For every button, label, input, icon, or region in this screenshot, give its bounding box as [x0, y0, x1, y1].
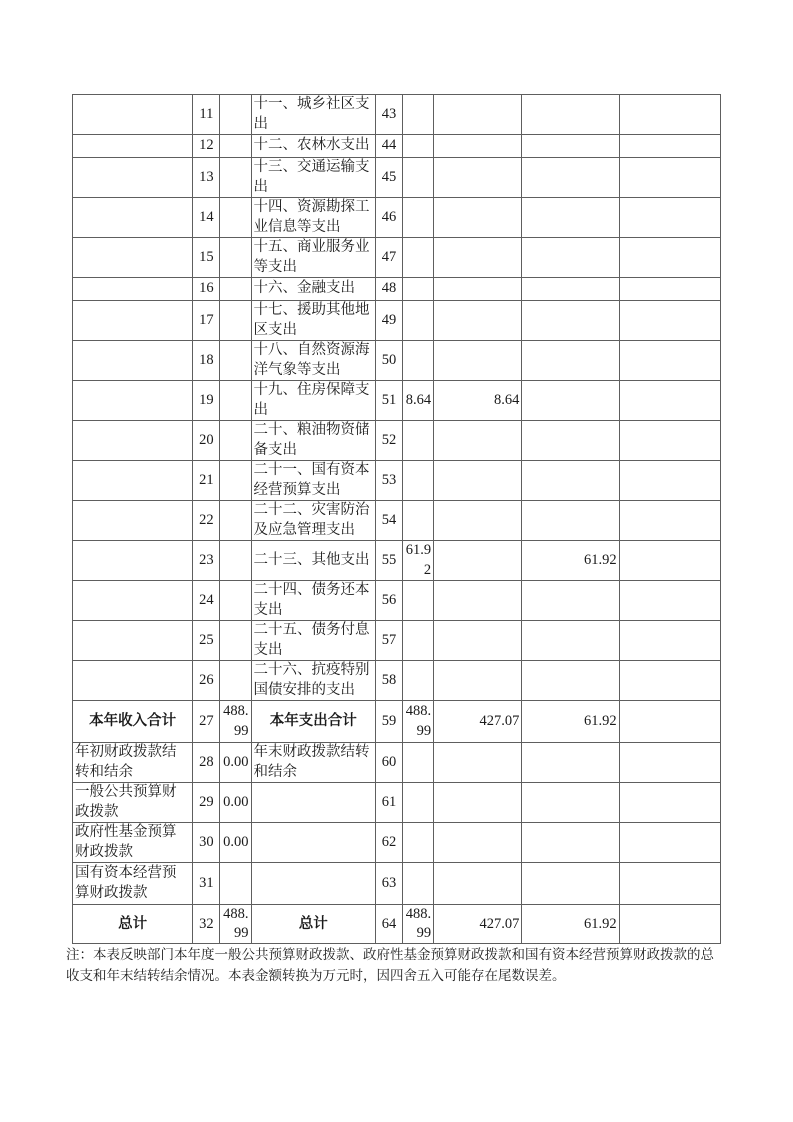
- income-value-cell: [220, 501, 251, 541]
- expense-value-3-cell: [522, 621, 619, 661]
- table-row: [73, 421, 721, 461]
- income-value-cell: [220, 461, 251, 501]
- expense-rownum-cell: 45: [375, 158, 402, 198]
- expense-value-3-cell: [522, 301, 619, 341]
- table-row: [73, 621, 721, 661]
- table-row: [73, 278, 721, 301]
- expense-label-cell: 十四、资源勘探工业信息等支出: [251, 198, 375, 238]
- income-value-cell: [220, 341, 251, 381]
- expense-value-2-cell: [434, 95, 522, 135]
- income-rownum-cell: 24: [193, 581, 220, 621]
- income-label-cell: [73, 278, 193, 301]
- expense-rownum-cell: 53: [375, 461, 402, 501]
- expense-value-3-cell: [522, 823, 619, 863]
- income-value-cell: [220, 198, 251, 238]
- expense-value-1-cell: [402, 135, 433, 158]
- spare-cell: [619, 501, 720, 541]
- income-label-cell: [73, 621, 193, 661]
- income-label-cell: [73, 661, 193, 701]
- income-rownum-cell: 11: [193, 95, 220, 135]
- spare-cell: [619, 743, 720, 783]
- expense-value-3-cell: [522, 158, 619, 198]
- income-rownum-cell: 32: [193, 905, 220, 944]
- table-row: [73, 581, 721, 621]
- income-value-cell: [220, 421, 251, 461]
- table-footnote: 注：本表反映部门本年度一般公共预算财政拨款、政府性基金预算财政拨款和国有资本经营预算财政拨款的总收支和年末结转结余情况。本表金额转换为万元时，因四舍五入可能存在尾数误差。: [66, 947, 714, 983]
- table-row: [73, 301, 721, 341]
- spare-cell: [619, 701, 720, 743]
- expense-value-1-cell: 61.92: [402, 541, 433, 581]
- expense-value-3-cell: 61.92: [522, 905, 619, 944]
- table-row: [73, 135, 721, 158]
- income-label-cell: [73, 198, 193, 238]
- expense-value-1-cell: [402, 501, 433, 541]
- income-value-cell: 0.00: [220, 823, 251, 863]
- expense-value-3-cell: [522, 341, 619, 381]
- income-label-cell: [73, 501, 193, 541]
- expense-label-cell: 二十二、灾害防治及应急管理支出: [251, 501, 375, 541]
- expense-label-cell: 二十四、债务还本支出: [251, 581, 375, 621]
- expense-value-3-cell: [522, 278, 619, 301]
- income-rownum-cell: 22: [193, 501, 220, 541]
- expense-label-cell: 十六、金融支出: [251, 278, 375, 301]
- income-rownum-cell: 27: [193, 701, 220, 743]
- expense-label-cell: 二十五、债务付息支出: [251, 621, 375, 661]
- income-label-cell: [73, 421, 193, 461]
- spare-cell: [619, 541, 720, 581]
- table-row: [73, 95, 721, 135]
- table-row: [73, 783, 721, 823]
- table-row: [73, 198, 721, 238]
- expense-value-3-cell: [522, 783, 619, 823]
- expense-value-1-cell: [402, 341, 433, 381]
- expense-value-2-cell: [434, 783, 522, 823]
- income-value-cell: 488.99: [220, 905, 251, 944]
- expense-rownum-cell: 59: [375, 701, 402, 743]
- expense-value-2-cell: [434, 541, 522, 581]
- table-row: [73, 501, 721, 541]
- spare-cell: [619, 135, 720, 158]
- expense-value-2-cell: [434, 198, 522, 238]
- income-label-cell: [73, 158, 193, 198]
- income-label-cell: [73, 341, 193, 381]
- income-rownum-cell: 29: [193, 783, 220, 823]
- income-label-cell: [73, 238, 193, 278]
- budget-table: [72, 94, 721, 944]
- expense-label-cell: 年末财政拨款结转和结余: [251, 743, 375, 783]
- expense-value-1-cell: [402, 783, 433, 823]
- income-value-cell: [220, 621, 251, 661]
- expense-value-2-cell: 427.07: [434, 905, 522, 944]
- table-row: [73, 905, 721, 944]
- income-label-cell: [73, 541, 193, 581]
- income-value-cell: 0.00: [220, 743, 251, 783]
- budget-table-body: [73, 95, 721, 944]
- expense-label-cell: 十一、城乡社区支出: [251, 95, 375, 135]
- income-rownum-cell: 12: [193, 135, 220, 158]
- income-label-cell: [73, 95, 193, 135]
- income-rownum-cell: 18: [193, 341, 220, 381]
- income-rownum-cell: 25: [193, 621, 220, 661]
- income-label-cell: 政府性基金预算财政拨款: [73, 823, 193, 863]
- expense-label-cell: 二十一、国有资本经营预算支出: [251, 461, 375, 501]
- income-rownum-cell: 21: [193, 461, 220, 501]
- income-label-cell: [73, 135, 193, 158]
- expense-value-1-cell: [402, 461, 433, 501]
- income-rownum-cell: 26: [193, 661, 220, 701]
- expense-value-2-cell: [434, 278, 522, 301]
- income-label-cell: 国有资本经营预算财政拨款: [73, 863, 193, 905]
- table-row: [73, 541, 721, 581]
- spare-cell: [619, 421, 720, 461]
- expense-rownum-cell: 64: [375, 905, 402, 944]
- expense-value-2-cell: 8.64: [434, 381, 522, 421]
- expense-rownum-cell: 54: [375, 501, 402, 541]
- income-rownum-cell: 20: [193, 421, 220, 461]
- income-value-cell: [220, 541, 251, 581]
- expense-value-3-cell: [522, 238, 619, 278]
- expense-value-2-cell: [434, 581, 522, 621]
- table-row: [73, 341, 721, 381]
- expense-value-2-cell: [434, 238, 522, 278]
- income-value-cell: [220, 581, 251, 621]
- expense-value-2-cell: 427.07: [434, 701, 522, 743]
- expense-value-3-cell: 61.92: [522, 541, 619, 581]
- spare-cell: [619, 198, 720, 238]
- spare-cell: [619, 823, 720, 863]
- income-value-cell: [220, 301, 251, 341]
- expense-rownum-cell: 46: [375, 198, 402, 238]
- income-label-cell: 总计: [73, 905, 193, 944]
- expense-value-3-cell: [522, 198, 619, 238]
- income-value-cell: [220, 278, 251, 301]
- expense-rownum-cell: 51: [375, 381, 402, 421]
- spare-cell: [619, 905, 720, 944]
- expense-label-cell: 十七、援助其他地区支出: [251, 301, 375, 341]
- expense-value-2-cell: [434, 823, 522, 863]
- expense-value-2-cell: [434, 743, 522, 783]
- expense-label-cell: [251, 863, 375, 905]
- spare-cell: [619, 95, 720, 135]
- expense-value-1-cell: 488.99: [402, 905, 433, 944]
- income-label-cell: [73, 461, 193, 501]
- expense-rownum-cell: 43: [375, 95, 402, 135]
- expense-value-1-cell: [402, 301, 433, 341]
- table-row: [73, 461, 721, 501]
- income-rownum-cell: 17: [193, 301, 220, 341]
- expense-rownum-cell: 52: [375, 421, 402, 461]
- expense-rownum-cell: 63: [375, 863, 402, 905]
- table-row: [73, 661, 721, 701]
- expense-rownum-cell: 60: [375, 743, 402, 783]
- expense-value-1-cell: [402, 95, 433, 135]
- expense-value-3-cell: [522, 381, 619, 421]
- spare-cell: [619, 341, 720, 381]
- expense-label-cell: 十三、交通运输支出: [251, 158, 375, 198]
- income-value-cell: [220, 95, 251, 135]
- income-rownum-cell: 28: [193, 743, 220, 783]
- income-rownum-cell: 15: [193, 238, 220, 278]
- expense-label-cell: 总计: [251, 905, 375, 944]
- expense-value-1-cell: [402, 158, 433, 198]
- income-rownum-cell: 19: [193, 381, 220, 421]
- expense-value-2-cell: [434, 341, 522, 381]
- spare-cell: [619, 381, 720, 421]
- expense-rownum-cell: 61: [375, 783, 402, 823]
- income-value-cell: 0.00: [220, 783, 251, 823]
- table-row: [73, 823, 721, 863]
- expense-value-1-cell: [402, 621, 433, 661]
- expense-rownum-cell: 55: [375, 541, 402, 581]
- expense-value-3-cell: [522, 743, 619, 783]
- expense-rownum-cell: 58: [375, 661, 402, 701]
- income-label-cell: [73, 581, 193, 621]
- spare-cell: [619, 278, 720, 301]
- expense-label-cell: [251, 783, 375, 823]
- expense-value-3-cell: [522, 421, 619, 461]
- expense-label-cell: 十二、农林水支出: [251, 135, 375, 158]
- expense-value-2-cell: [434, 421, 522, 461]
- expense-label-cell: 二十、粮油物资储备支出: [251, 421, 375, 461]
- expense-value-2-cell: [434, 621, 522, 661]
- expense-value-2-cell: [434, 461, 522, 501]
- expense-rownum-cell: 62: [375, 823, 402, 863]
- income-label-cell: 一般公共预算财政拨款: [73, 783, 193, 823]
- expense-value-3-cell: [522, 501, 619, 541]
- income-label-cell: [73, 301, 193, 341]
- table-row: [73, 238, 721, 278]
- expense-value-2-cell: [434, 135, 522, 158]
- expense-rownum-cell: 57: [375, 621, 402, 661]
- expense-value-1-cell: [402, 823, 433, 863]
- expense-value-3-cell: [522, 661, 619, 701]
- spare-cell: [619, 238, 720, 278]
- expense-label-cell: 本年支出合计: [251, 701, 375, 743]
- table-row: [73, 381, 721, 421]
- income-value-cell: [220, 135, 251, 158]
- expense-value-2-cell: [434, 158, 522, 198]
- spare-cell: [619, 783, 720, 823]
- expense-value-1-cell: [402, 198, 433, 238]
- expense-label-cell: 十五、商业服务业等支出: [251, 238, 375, 278]
- expense-label-cell: 二十六、抗疫特别国债安排的支出: [251, 661, 375, 701]
- expense-value-1-cell: [402, 421, 433, 461]
- income-value-cell: [220, 238, 251, 278]
- spare-cell: [619, 863, 720, 905]
- expense-value-1-cell: [402, 581, 433, 621]
- expense-value-1-cell: [402, 661, 433, 701]
- expense-label-cell: 二十三、其他支出: [251, 541, 375, 581]
- income-rownum-cell: 14: [193, 198, 220, 238]
- expense-value-3-cell: [522, 461, 619, 501]
- income-rownum-cell: 13: [193, 158, 220, 198]
- income-label-cell: [73, 381, 193, 421]
- income-value-cell: [220, 158, 251, 198]
- expense-value-2-cell: [434, 301, 522, 341]
- expense-value-2-cell: [434, 501, 522, 541]
- table-row: [73, 158, 721, 198]
- income-value-cell: [220, 381, 251, 421]
- income-rownum-cell: 16: [193, 278, 220, 301]
- spare-cell: [619, 581, 720, 621]
- spare-cell: [619, 621, 720, 661]
- expense-value-1-cell: 8.64: [402, 381, 433, 421]
- expense-value-3-cell: [522, 95, 619, 135]
- expense-label-cell: [251, 823, 375, 863]
- spare-cell: [619, 301, 720, 341]
- expense-value-3-cell: 61.92: [522, 701, 619, 743]
- table-row: [73, 863, 721, 905]
- income-value-cell: [220, 661, 251, 701]
- expense-rownum-cell: 49: [375, 301, 402, 341]
- expense-value-3-cell: [522, 135, 619, 158]
- expense-value-1-cell: [402, 278, 433, 301]
- expense-value-3-cell: [522, 863, 619, 905]
- expense-value-1-cell: 488.99: [402, 701, 433, 743]
- expense-label-cell: 十九、住房保障支出: [251, 381, 375, 421]
- expense-rownum-cell: 44: [375, 135, 402, 158]
- expense-value-1-cell: [402, 863, 433, 905]
- expense-value-3-cell: [522, 581, 619, 621]
- table-row: [73, 701, 721, 743]
- spare-cell: [619, 158, 720, 198]
- income-rownum-cell: 30: [193, 823, 220, 863]
- spare-cell: [619, 461, 720, 501]
- expense-rownum-cell: 48: [375, 278, 402, 301]
- income-rownum-cell: 23: [193, 541, 220, 581]
- expense-value-1-cell: [402, 743, 433, 783]
- expense-rownum-cell: 50: [375, 341, 402, 381]
- expense-rownum-cell: 47: [375, 238, 402, 278]
- expense-value-2-cell: [434, 863, 522, 905]
- expense-value-1-cell: [402, 238, 433, 278]
- table-row: [73, 743, 721, 783]
- spare-cell: [619, 661, 720, 701]
- income-value-cell: [220, 863, 251, 905]
- income-label-cell: 年初财政拨款结转和结余: [73, 743, 193, 783]
- expense-label-cell: 十八、自然资源海洋气象等支出: [251, 341, 375, 381]
- income-value-cell: 488.99: [220, 701, 251, 743]
- expense-value-2-cell: [434, 661, 522, 701]
- expense-rownum-cell: 56: [375, 581, 402, 621]
- income-label-cell: 本年收入合计: [73, 701, 193, 743]
- income-rownum-cell: 31: [193, 863, 220, 905]
